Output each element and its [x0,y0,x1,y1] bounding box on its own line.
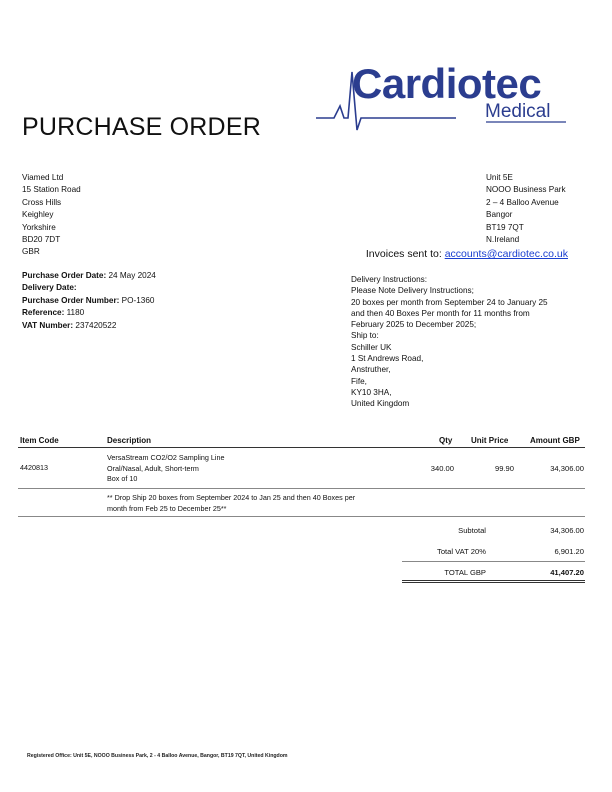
buyer-line: Bangor [486,210,513,220]
meta-row [22,282,156,294]
col-header-item-code: Item Code [20,436,59,445]
delivery-instructions [351,274,548,410]
buyer-line: NOOO Business Park [486,185,566,195]
description-line: Box of 10 [107,474,138,483]
delivery-line: and then 40 Boxes Per month for 11 months from [351,308,530,318]
meta-label: Delivery Date: [22,283,77,293]
subtotal-value: 34,306.00 [550,526,584,535]
invoices-sent-to [366,248,568,260]
supplier-line: Cross Hills [22,197,62,207]
total-label: TOTAL GBP [444,568,486,577]
delivery-line: Delivery Instructions: [351,275,427,284]
row-description [107,453,224,485]
total-rule-bottom-1 [402,580,585,581]
logo-subtitle: Medical [485,101,551,122]
meta-label: Reference: [22,308,65,318]
logo-wordmark: Cardiotec [352,60,542,107]
delivery-line: Anstruther, [351,365,391,375]
total-rule-top [402,561,585,562]
meta-row [22,320,156,332]
delivery-line: United Kingdom [351,399,410,409]
delivery-line: 1 St Andrews Road, [351,354,424,364]
row-rule [18,488,585,489]
buyer-line: 2 – 4 Balloo Avenue [486,197,559,207]
delivery-line: Fife, [351,376,367,386]
note-rule [18,516,585,517]
note-line: ** Drop Ship 20 boxes from September 2024 to Jan 25 and then 40 Boxes per [107,493,356,502]
meta-row [22,295,156,307]
meta-value: 1180 [66,308,85,318]
meta-row [22,307,156,319]
invoices-label: Invoices sent to: [365,248,442,260]
supplier-line: Keighley [22,210,54,220]
registered-office-footer: Registered Office: Unit 5E, NOOO Business Park, 2 - 4 Balloo Avenue, Bangor, BT19 7QT, United Kingdom [27,753,288,759]
supplier-line: Yorkshire [22,222,56,232]
buyer-line: Unit 5E [486,173,513,182]
supplier-line: BD20 7DT [22,235,61,245]
invoices-email-link[interactable]: accounts@cardiotec.co.uk [444,248,568,260]
delivery-line: 20 boxes per month from September 24 to January 25 [351,297,548,307]
delivery-line: Please Note Delivery Instructions; [351,286,474,296]
col-header-description: Description [107,436,152,445]
description-line: Oral/Nasal, Adult, Short-term [107,463,199,473]
meta-label: Purchase Order Number: [22,295,120,305]
row-note [107,492,355,514]
row-amount: 34,306.00 [550,464,584,473]
supplier-line: 15 Station Road [22,185,81,195]
total-rule-bottom-2 [402,582,585,583]
subtotal-label: Subtotal [458,526,486,535]
meta-row [22,270,156,282]
delivery-line: Ship to: [351,331,379,341]
order-meta [22,270,156,332]
meta-label: VAT Number: [22,320,74,330]
row-item-code: 4420813 [20,463,48,472]
meta-label: Purchase Order Date: [22,271,107,280]
buyer-line: N.Ireland [486,235,520,245]
supplier-line: Viamed Ltd [22,173,64,182]
delivery-line: Schiller UK [351,342,392,352]
supplier-address [22,172,81,259]
col-header-amount: Amount GBP [530,436,580,445]
table-header-rule [18,447,585,448]
total-value: 41,407.20 [550,568,584,577]
buyer-line: BT19 7QT [486,222,524,232]
delivery-line: February 2025 to December 2025; [351,320,477,330]
vat-label: Total VAT 20% [437,547,486,556]
document-title: PURCHASE ORDER [22,113,261,141]
col-header-unit-price: Unit Price [471,436,509,445]
col-header-qty: Qty [439,436,453,445]
delivery-line: KY10 3HA, [351,387,392,397]
meta-value: PO-1360 [121,295,155,305]
buyer-address [486,172,566,246]
description-line: VersaStream CO2/O2 Sampling Line [107,453,225,462]
meta-value: 24 May 2024 [108,271,156,280]
supplier-line: GBR [22,247,40,257]
row-qty: 340.00 [430,464,454,473]
vat-value: 6,901.20 [554,547,584,556]
note-line: month from Feb 25 to December 25** [107,504,227,513]
row-unit-price: 99.90 [494,464,514,473]
meta-value: 237420522 [75,320,117,330]
